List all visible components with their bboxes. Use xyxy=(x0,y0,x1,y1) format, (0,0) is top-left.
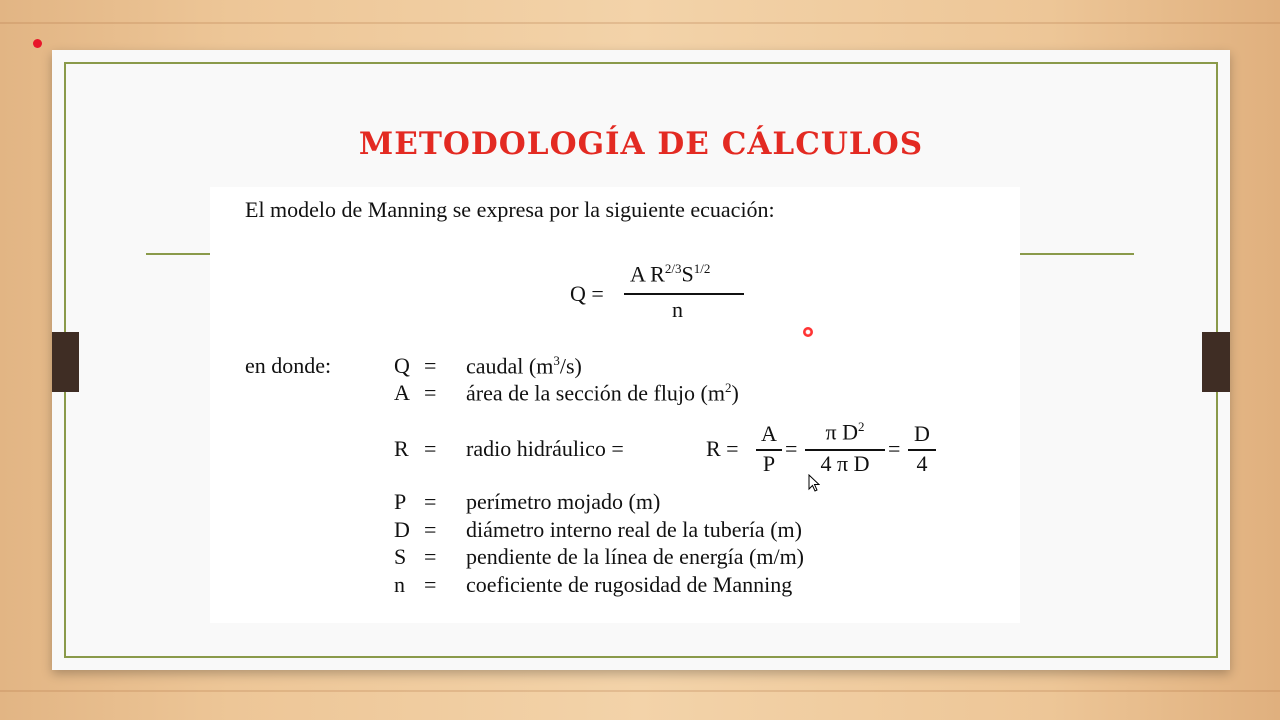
slide-title: METODOLOGÍA DE CÁLCULOS xyxy=(358,126,924,162)
record-indicator-icon xyxy=(33,39,42,48)
radius-eq3: = xyxy=(888,436,901,461)
def-symbol: n xyxy=(394,572,405,597)
def-equals: = xyxy=(424,544,437,569)
def-text: radio hidráulico = xyxy=(466,436,624,461)
definition-row xyxy=(394,489,660,515)
def-equals: = xyxy=(424,572,437,597)
f2-num-text: π D xyxy=(825,419,858,445)
radius-fraction-1 xyxy=(756,421,782,481)
def-equals: = xyxy=(424,436,437,461)
def-symbol: A xyxy=(394,380,410,406)
f2-denominator: 4 π D xyxy=(820,451,870,476)
equation-lhs: Q = xyxy=(570,281,604,306)
radius-fraction-2 xyxy=(805,419,885,481)
def-text: área de la sección de flujo (m xyxy=(466,380,725,406)
def-sup: 2 xyxy=(724,380,732,395)
def-symbol: R xyxy=(394,436,409,461)
definition-row xyxy=(394,353,582,379)
slide-tab-right xyxy=(1202,332,1230,392)
title-rule-left xyxy=(146,253,216,255)
intro-text: El modelo de Manning se expresa por la siguiente ecuación: xyxy=(245,197,775,222)
f1-denominator: P xyxy=(762,451,776,476)
numerator-s: S xyxy=(681,261,694,287)
def-sup: 3 xyxy=(553,353,560,368)
radius-eq2: = xyxy=(785,436,798,461)
main-fraction-bar xyxy=(624,293,744,295)
laser-pointer-icon xyxy=(803,327,813,337)
definition-row xyxy=(394,517,802,543)
definition-row xyxy=(394,436,624,462)
f2-numerator xyxy=(805,419,885,445)
where-label: en donde: xyxy=(245,353,332,378)
exp-r: 2/3 xyxy=(664,261,682,276)
definition-row xyxy=(394,380,739,406)
definition-row xyxy=(394,572,792,598)
def-equals: = xyxy=(424,380,437,406)
slide xyxy=(52,50,1230,670)
def-equals: = xyxy=(424,353,437,379)
title-rule-right xyxy=(1018,253,1134,255)
f3-numerator: D xyxy=(914,421,930,446)
def-text: diámetro interno real de la tubería (m) xyxy=(466,517,802,542)
numerator-ar: A R xyxy=(630,261,665,287)
formula-panel xyxy=(210,187,1020,623)
def-symbol: Q xyxy=(394,353,410,379)
mouse-cursor-icon xyxy=(808,474,820,492)
def-symbol: P xyxy=(394,489,407,514)
wood-grain xyxy=(0,690,1280,692)
radius-lhs: R = xyxy=(706,436,739,461)
definition-row xyxy=(394,544,804,570)
def-text: pendiente de la línea de energía (m/m) xyxy=(466,544,805,569)
def-text: coeficiente de rugosidad de Manning xyxy=(466,572,793,597)
main-fraction xyxy=(624,261,746,331)
f1-numerator: A xyxy=(761,421,777,446)
def-symbol: S xyxy=(394,544,407,569)
exp-s: 1/2 xyxy=(693,261,711,276)
f3-denominator: 4 xyxy=(916,451,928,476)
main-denominator: n xyxy=(672,297,683,322)
def-tail: /s) xyxy=(559,353,582,379)
slide-tab-left xyxy=(52,332,79,392)
main-numerator xyxy=(630,261,710,287)
def-tail: ) xyxy=(731,380,739,406)
wood-grain xyxy=(0,22,1280,24)
def-symbol: D xyxy=(394,517,410,542)
def-equals: = xyxy=(424,517,437,542)
radius-fraction-3 xyxy=(908,421,936,481)
def-text: perímetro mojado (m) xyxy=(466,489,661,514)
def-equals: = xyxy=(424,489,437,514)
def-text: caudal (m xyxy=(466,353,554,379)
f2-sup: 2 xyxy=(858,419,865,434)
